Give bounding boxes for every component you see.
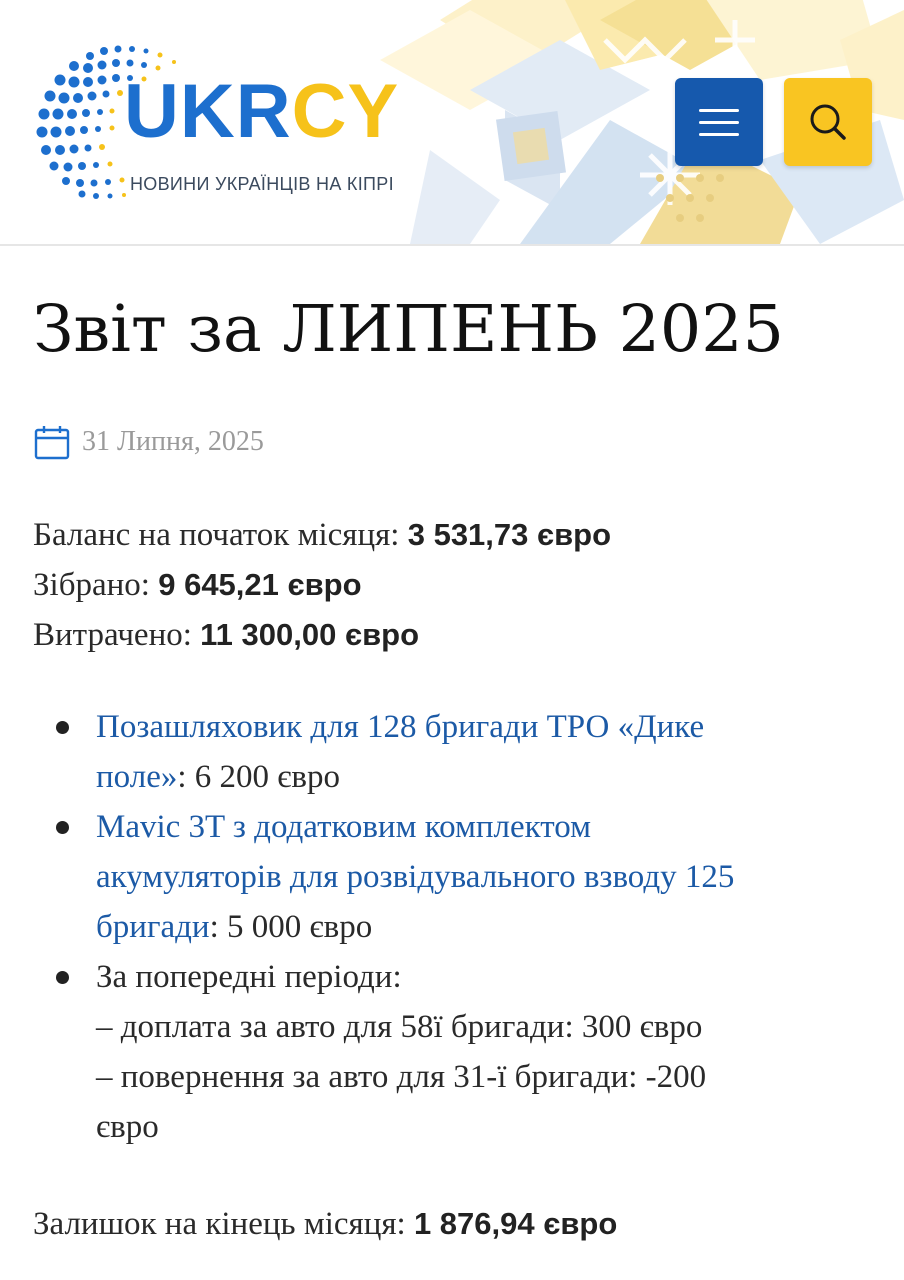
list-item — [0, 802, 904, 952]
post-date-text: 31 Липня, 2025 — [82, 426, 264, 457]
summary-line-collected: Зібрано: 9 645,21 євро — [33, 567, 362, 603]
summary-line-opening-balance: Баланс на початок місяця: 3 531,73 євро — [33, 517, 612, 553]
previous-periods-line: – повернення за авто для 31-ї бригади: -200 — [96, 1059, 707, 1095]
article-title: Звіт за ЛИПЕНЬ 2025 — [33, 292, 784, 367]
balance-summary — [33, 510, 611, 660]
site-header — [0, 0, 904, 246]
expense-amount: : 6 200 євро — [177, 759, 341, 795]
expense-link-mavic[interactable]: Mavic 3T з додатковим комплектом акумуляторів для розвідувального взводу 125 бригади — [96, 809, 735, 945]
site-tagline: НОВИНИ УКРАЇНЦІВ НА КІПРІ — [130, 174, 394, 194]
expense-link-offroad-vehicle[interactable]: Позашляховик для 128 бригади ТРО «Дике поле» — [96, 709, 705, 795]
closing-balance: Залишок на кінець місяця: 1 876,94 євро — [33, 1206, 618, 1242]
menu-button[interactable] — [675, 78, 763, 166]
bullet — [56, 721, 69, 734]
search-button[interactable] — [784, 78, 872, 166]
bullet — [56, 971, 69, 984]
search-icon — [806, 100, 850, 144]
previous-periods-line: євро — [96, 1109, 159, 1145]
list-item — [0, 952, 904, 1152]
post-date — [34, 424, 264, 460]
summary-line-spent: Витрачено: 11 300,00 євро — [33, 617, 420, 653]
bullet — [56, 821, 69, 834]
list-item — [0, 702, 904, 802]
calendar-icon — [34, 424, 70, 460]
expenses-list — [0, 702, 904, 1152]
site-logo[interactable]: UKRCY — [124, 69, 400, 154]
expense-amount: : 5 000 євро — [209, 909, 373, 945]
previous-periods-line: – доплата за авто для 58ї бригади: 300 євро — [96, 1009, 703, 1045]
previous-periods-heading: За попередні періоди: — [96, 959, 402, 995]
